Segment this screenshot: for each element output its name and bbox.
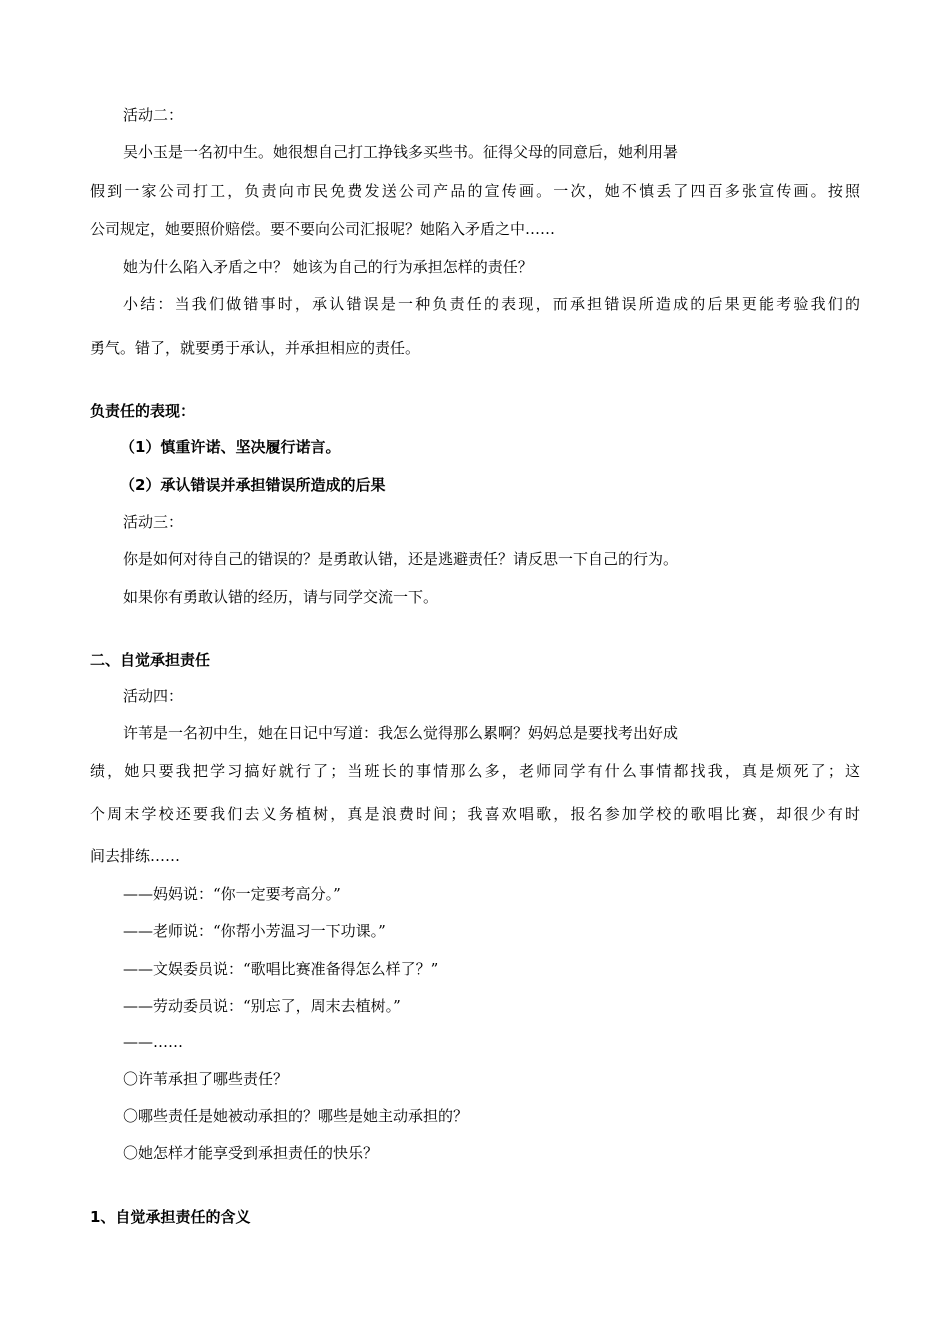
activity4-question-3: 〇她怎样才能享受到承担责任的快乐？ xyxy=(123,1144,379,1162)
sub-heading-1: 1、自觉承担责任的含义 xyxy=(90,1208,251,1226)
activity2-summary-line1: 小结：当我们做错事时，承认错误是一种负责任的表现，而承担错误所造成的后果更能考验我们的 xyxy=(123,295,860,313)
activity2-question: 她为什么陷入矛盾之中？ 她该为自己的行为承担怎样的责任？ xyxy=(123,258,533,276)
activity4-paragraph-line4: 间去排练…… xyxy=(90,847,181,865)
activity2-paragraph-line1: 吴小玉是一名初中生。她很想自己打工挣钱多买些书。征得父母的同意后，她利用暑 xyxy=(123,143,679,161)
responsibility-point-2: （2）承认错误并承担错误所造成的后果 xyxy=(120,476,386,494)
responsibility-point-1: （1）慎重许诺、坚决履行诺言。 xyxy=(120,438,341,456)
activity4-paragraph-line2: 绩，她只要我把学习搞好就行了；当班长的事情那么多，老师同学有什么事情都找我，真是烦死了；这 xyxy=(90,762,860,780)
responsibility-heading: 负责任的表现： xyxy=(90,402,196,420)
activity3-title: 活动三： xyxy=(123,513,184,531)
activity4-quote-arts-committee: ——文娱委员说：“歌唱比赛准备得怎么样了？” xyxy=(123,960,439,978)
activity2-title: 活动二： xyxy=(123,106,184,124)
activity4-quote-teacher: ——老师说：“你帮小芳温习一下功课。” xyxy=(123,922,386,940)
activity4-quote-ellipsis: ——…… xyxy=(123,1033,183,1051)
activity4-quote-labor-committee: ——劳动委员说：“别忘了，周末去植树。” xyxy=(123,997,401,1015)
activity2-paragraph-line3: 公司规定，她要照价赔偿。要不要向公司汇报呢？她陷入矛盾之中…… xyxy=(90,220,556,238)
activity4-question-1: 〇许苇承担了哪些责任？ xyxy=(123,1070,289,1088)
activity3-line1: 你是如何对待自己的错误的？是勇敢认错，还是逃避责任？请反思一下自己的行为。 xyxy=(123,550,679,568)
activity4-title: 活动四： xyxy=(123,687,184,705)
activity4-question-2: 〇哪些责任是她被动承担的？哪些是她主动承担的？ xyxy=(123,1107,469,1125)
activity2-paragraph-line2: 假到一家公司打工，负责向市民免费发送公司产品的宣传画。一次，她不慎丢了四百多张宣传画。按照 xyxy=(90,182,860,200)
activity3-line2: 如果你有勇敢认错的经历，请与同学交流一下。 xyxy=(123,588,439,606)
activity4-quote-mother: ——妈妈说：“你一定要考高分。” xyxy=(123,885,341,903)
section2-heading: 二、自觉承担责任 xyxy=(90,651,211,669)
activity4-paragraph-line1: 许苇是一名初中生，她在日记中写道：我怎么觉得那么累啊？妈妈总是要找考出好成 xyxy=(123,724,679,742)
activity2-summary-line2: 勇气。错了，就要勇于承认，并承担相应的责任。 xyxy=(90,339,421,357)
activity4-paragraph-line3: 个周末学校还要我们去义务植树，真是浪费时间；我喜欢唱歌，报名参加学校的歌唱比赛，却很少有时 xyxy=(90,805,860,823)
